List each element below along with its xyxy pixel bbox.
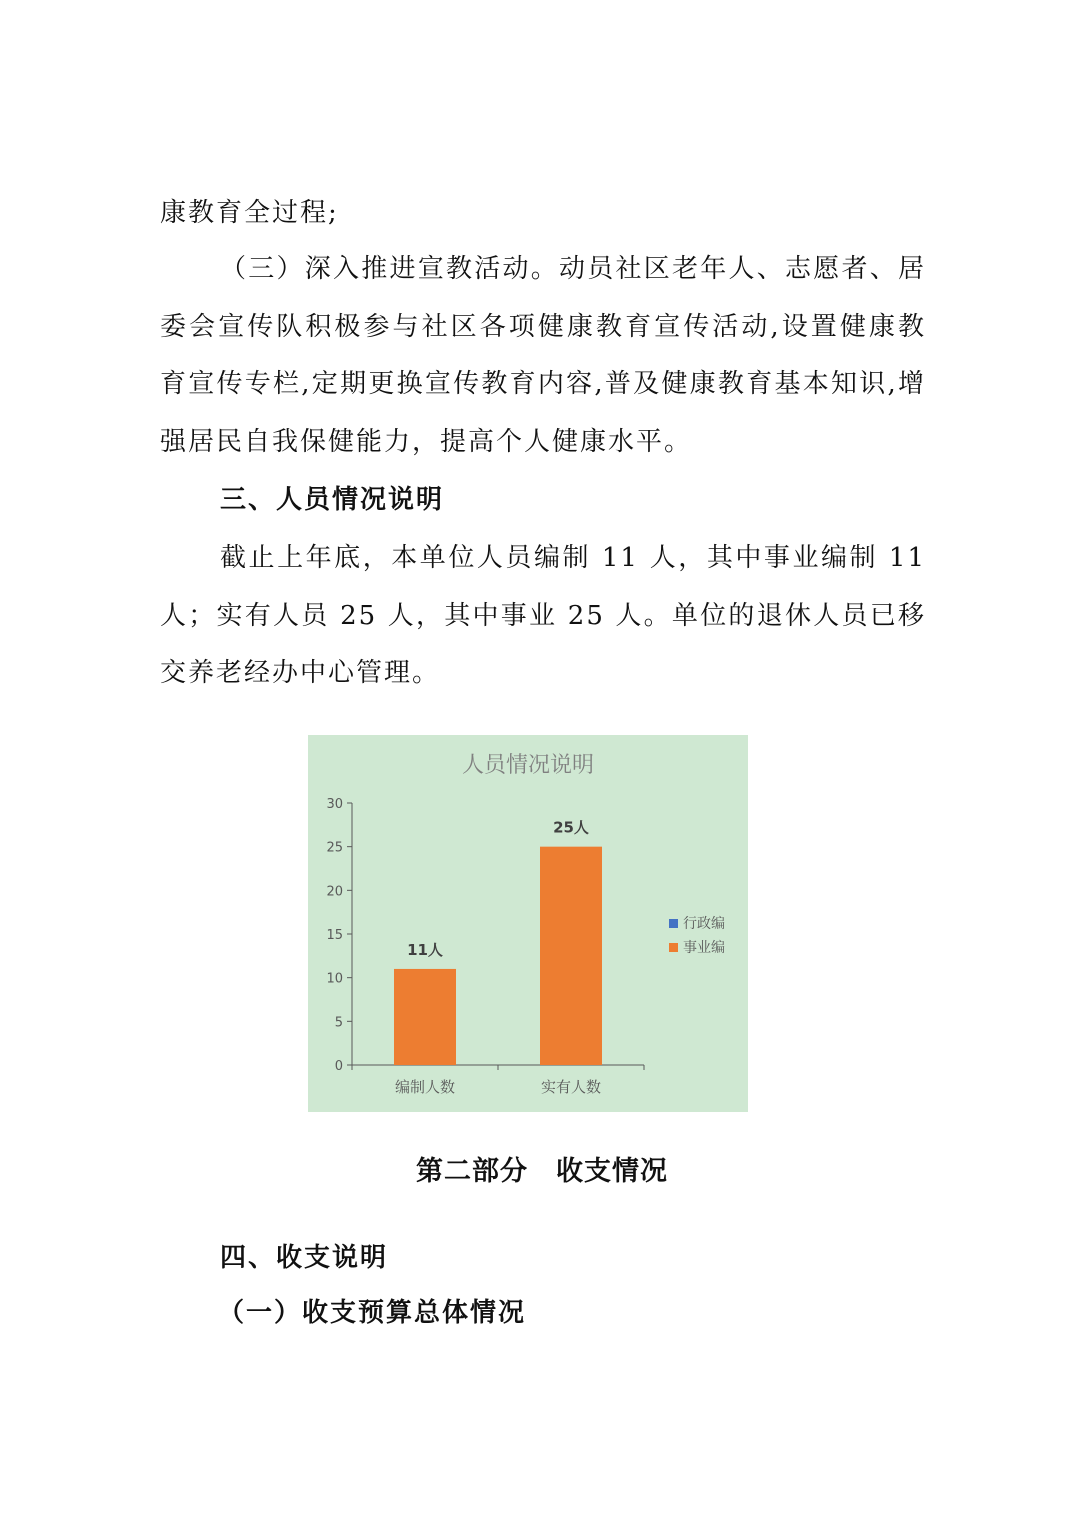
section-heading-income-expense: 四、收支说明 [220,1243,389,1273]
y-tick-label: 0 [334,1059,343,1074]
y-tick-label: 15 [326,928,343,943]
section-heading-staff: 三、人员情况说明 [220,485,445,515]
bar-事业编 [540,847,602,1065]
x-tick-label: 编制人数 [394,1078,456,1096]
data-label: 25人 [553,818,589,837]
chart-title: 人员情况说明 [461,753,595,778]
subsection-heading-budget-overview: （一）收支预算总体情况 [218,1298,527,1328]
paragraph-staff-info: 截止上年底，本单位人员编制 11 人，其中事业编制 11 人；实有人员 25 人，其中事业 25 人。单位的退休人员已移交养老经办中心管理。 [160,543,926,688]
paragraph-publicity-activities: （三）深入推进宣教活动。动员社区老年人、志愿者、居委会宣传队积极参与社区各项健康教育宣传活动,设置健康教育宣传专栏,定期更换宣传教育内容,普及健康教育基本知识,增强居民自我保健能力，提高个人健康水平。 [160,254,926,457]
legend-swatch [669,943,678,952]
chart-background [308,735,748,1112]
legend-swatch [669,919,678,928]
y-tick-label: 5 [334,1015,343,1031]
legend-label: 事业编 [683,940,725,956]
x-tick-label: 实有人数 [540,1078,602,1096]
data-label: 11人 [407,940,443,959]
bar-事业编 [394,969,456,1065]
y-tick-label: 25 [326,840,343,856]
y-tick-label: 10 [326,971,343,987]
staff-bar-chart [308,735,748,1112]
y-tick-label: 30 [326,797,343,812]
part-title: 第二部分 收支情况 [416,1156,668,1187]
legend-label: 行政编 [683,916,725,932]
staff-chart [308,735,748,1112]
paragraph-continuation: 康教育全过程; [160,198,339,228]
y-tick-label: 20 [326,884,343,900]
